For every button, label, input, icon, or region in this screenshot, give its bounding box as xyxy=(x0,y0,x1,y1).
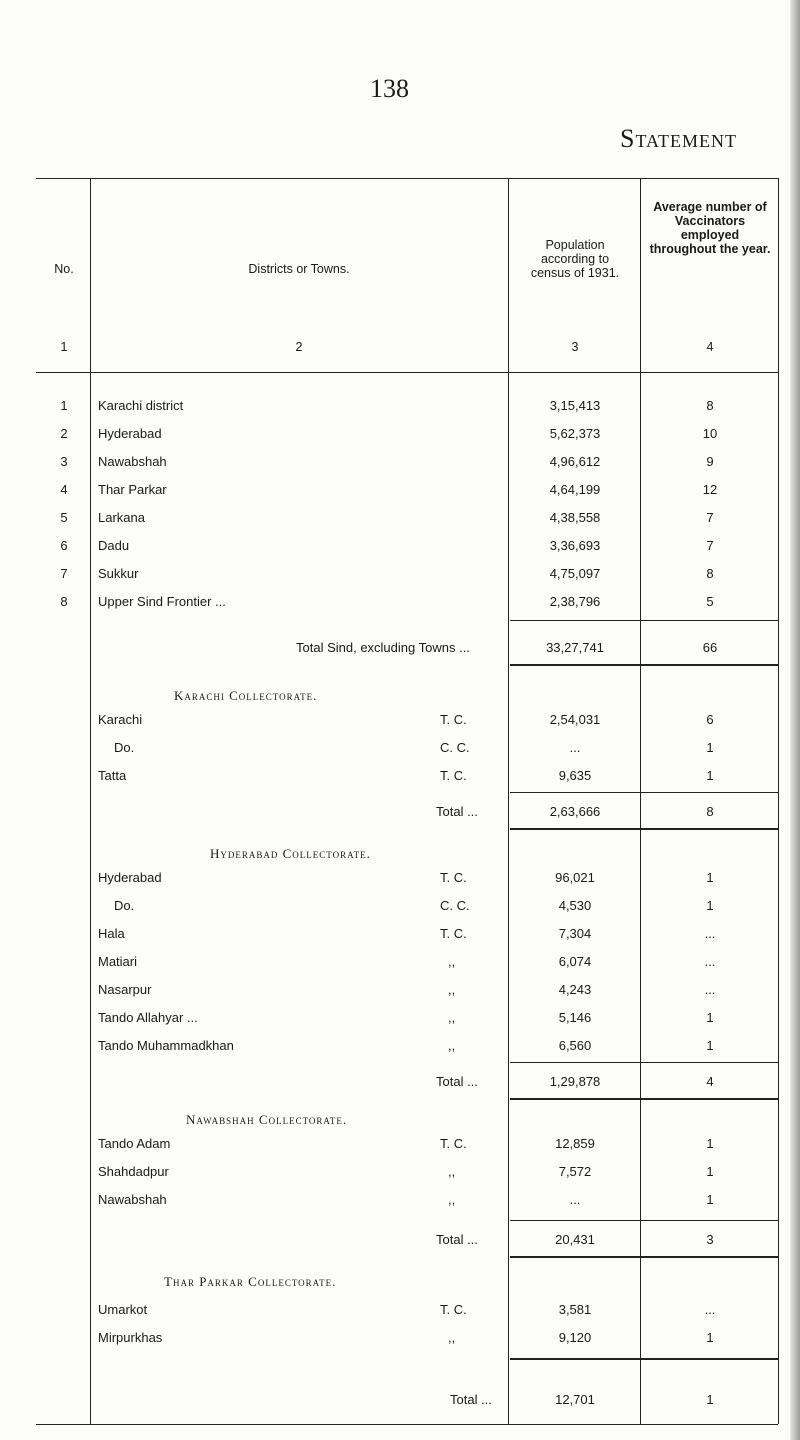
hyderabad-total-vaccinators: 4 xyxy=(706,1074,714,1089)
thar-parkar-total-vaccinators: 1 xyxy=(706,1392,714,1407)
thar-parkar-total-population: 12,701 xyxy=(555,1392,595,1407)
total-sind-label: Total Sind, excluding Towns ... xyxy=(296,640,470,655)
row-name: Shahdadpur xyxy=(98,1164,169,1179)
row-name: Nawabshah xyxy=(98,1192,167,1207)
header-index-3: 3 xyxy=(571,340,579,354)
row-vaccinators: 1 xyxy=(706,1136,714,1151)
header-population: Population according to census of 1931. xyxy=(530,238,620,280)
row-population: ... xyxy=(569,1192,581,1207)
hyderabad-total-rule-top xyxy=(510,1062,778,1063)
row-type: ,, xyxy=(448,1164,456,1179)
nawabshah-total-rule-bottom xyxy=(510,1256,778,1258)
row-no: 4 xyxy=(60,482,68,497)
row-vaccinators: 1 xyxy=(706,740,714,755)
row-no: 5 xyxy=(60,510,68,525)
karachi-total-label: Total ... xyxy=(436,804,478,819)
row-name: Hala xyxy=(98,926,125,941)
row-population: 7,304 xyxy=(558,926,592,941)
row-type: C. C. xyxy=(440,740,470,755)
row-population: ... xyxy=(569,740,581,755)
row-type: ,, xyxy=(448,1038,456,1053)
header-vaccinators: Average number of Vaccinators employed throughout the year. xyxy=(649,200,771,256)
row-vaccinators: ... xyxy=(704,954,716,969)
row-vaccinators: 7 xyxy=(706,510,714,525)
row-name: Matiari xyxy=(98,954,138,969)
row-vaccinators: 1 xyxy=(706,898,714,913)
row-type: T. C. xyxy=(440,768,467,783)
row-population: 9,120 xyxy=(558,1330,592,1345)
row-type: ,, xyxy=(448,1330,456,1345)
row-type: ,, xyxy=(448,982,456,997)
section-title-karachi: Karachi Collectorate. xyxy=(174,688,318,703)
row-no: 8 xyxy=(60,594,68,609)
section-title-thar-parkar: Thar Parkar Collectorate. xyxy=(164,1274,337,1289)
karachi-total-vaccinators: 8 xyxy=(706,804,714,819)
row-type: T. C. xyxy=(440,1302,467,1317)
row-name: Dadu xyxy=(98,538,130,553)
row-population: 9,635 xyxy=(558,768,592,783)
row-name: Mirpurkhas xyxy=(98,1330,163,1345)
row-type: T. C. xyxy=(440,712,467,727)
row-population: 2,38,796 xyxy=(549,594,601,609)
row-population: 4,530 xyxy=(558,898,592,913)
hyderabad-total-population: 1,29,878 xyxy=(549,1074,601,1089)
row-vaccinators: 1 xyxy=(706,1330,714,1345)
row-vaccinators: ... xyxy=(704,982,716,997)
row-population: 5,146 xyxy=(558,1010,592,1025)
table-bottom-rule xyxy=(36,1424,778,1425)
karachi-total-rule-bottom xyxy=(510,828,778,830)
page-edge-shadow xyxy=(790,0,800,1440)
nawabshah-total-label: Total ... xyxy=(436,1232,478,1247)
header-bottom-rule xyxy=(36,372,778,373)
nawabshah-total-rule-top xyxy=(510,1220,778,1221)
row-vaccinators: 1 xyxy=(706,768,714,783)
header-index-2: 2 xyxy=(295,340,303,354)
row-population: 3,15,413 xyxy=(549,398,601,413)
row-population: 2,54,031 xyxy=(549,712,601,727)
table-right-rule xyxy=(778,178,779,1424)
row-name: Tatta xyxy=(98,768,127,783)
karachi-total-rule-top xyxy=(510,792,778,793)
row-name: Umarkot xyxy=(98,1302,148,1317)
row-vaccinators: 1 xyxy=(706,1038,714,1053)
row-name: Sukkur xyxy=(98,566,139,581)
total-rule-top xyxy=(510,620,778,621)
col-divider-3 xyxy=(640,178,641,1424)
row-population: 3,36,693 xyxy=(549,538,601,553)
section-title-hyderabad: Hyderabad Collectorate. xyxy=(210,846,371,861)
row-population: 4,64,199 xyxy=(549,482,601,497)
row-vaccinators: 8 xyxy=(706,398,714,413)
row-type: T. C. xyxy=(440,926,467,941)
row-no: 1 xyxy=(60,398,68,413)
row-name: Upper Sind Frontier ... xyxy=(98,594,226,609)
row-name: Tando Muhammadkhan xyxy=(98,1038,234,1053)
row-vaccinators: 1 xyxy=(706,1010,714,1025)
row-name: Hyderabad xyxy=(98,870,162,885)
row-name: Karachi xyxy=(98,712,143,727)
header-index-1: 1 xyxy=(60,340,68,354)
row-no: 2 xyxy=(60,426,68,441)
row-name: Thar Parkar xyxy=(98,482,167,497)
row-vaccinators: 10 xyxy=(702,426,718,441)
row-population: 6,560 xyxy=(558,1038,592,1053)
table-top-rule xyxy=(36,178,778,179)
row-no: 3 xyxy=(60,454,68,469)
row-name: Nawabshah xyxy=(98,454,167,469)
row-vaccinators: ... xyxy=(704,1302,716,1317)
row-population: 4,38,558 xyxy=(549,510,601,525)
row-name: Do. xyxy=(114,740,135,755)
row-no: 6 xyxy=(60,538,68,553)
row-population: 3,581 xyxy=(558,1302,592,1317)
section-title-nawabshah: Nawabshah Collectorate. xyxy=(186,1112,348,1127)
row-vaccinators: ... xyxy=(704,926,716,941)
row-vaccinators: 1 xyxy=(706,1192,714,1207)
page-number: 138 xyxy=(370,74,409,103)
total-rule-bottom xyxy=(510,664,778,666)
row-population: 4,75,097 xyxy=(549,566,601,581)
row-vaccinators: 1 xyxy=(706,1164,714,1179)
row-no: 7 xyxy=(60,566,68,581)
row-population: 4,243 xyxy=(558,982,592,997)
row-name: Do. xyxy=(114,898,135,913)
row-type: ,, xyxy=(448,954,456,969)
row-name: Tando Allahyar ... xyxy=(98,1010,198,1025)
total-sind-population: 33,27,741 xyxy=(546,640,604,655)
row-vaccinators: 7 xyxy=(706,538,714,553)
row-name: Nasarpur xyxy=(98,982,152,997)
row-vaccinators: 5 xyxy=(706,594,714,609)
row-vaccinators: 6 xyxy=(706,712,714,727)
row-vaccinators: 1 xyxy=(706,870,714,885)
row-name: Hyderabad xyxy=(98,426,162,441)
row-type: T. C. xyxy=(440,870,467,885)
row-name: Larkana xyxy=(98,510,145,525)
row-vaccinators: 8 xyxy=(706,566,714,581)
hyderabad-total-rule-bottom xyxy=(510,1098,778,1100)
header-districts: Districts or Towns. xyxy=(248,262,350,276)
row-population: 7,572 xyxy=(558,1164,592,1179)
row-population: 96,021 xyxy=(555,870,595,885)
hyderabad-total-label: Total ... xyxy=(436,1074,478,1089)
karachi-total-population: 2,63,666 xyxy=(549,804,601,819)
header-no: No. xyxy=(54,262,74,276)
col-divider-1 xyxy=(90,178,91,1424)
row-type: ,, xyxy=(448,1010,456,1025)
row-population: 6,074 xyxy=(558,954,592,969)
row-population: 12,859 xyxy=(555,1136,595,1151)
row-vaccinators: 12 xyxy=(702,482,718,497)
col-divider-2 xyxy=(508,178,509,1424)
row-name: Tando Adam xyxy=(98,1136,171,1151)
row-type: T. C. xyxy=(440,1136,467,1151)
statement-heading: Statement xyxy=(620,124,738,153)
row-population: 4,96,612 xyxy=(549,454,601,469)
total-sind-vaccinators: 66 xyxy=(702,640,718,655)
thar-parkar-total-label: Total ... xyxy=(450,1392,492,1407)
row-population: 5,62,373 xyxy=(549,426,601,441)
header-index-4: 4 xyxy=(706,340,714,354)
row-vaccinators: 9 xyxy=(706,454,714,469)
row-type: ,, xyxy=(448,1192,456,1207)
row-type: C. C. xyxy=(440,898,470,913)
row-name: Karachi district xyxy=(98,398,184,413)
thar-parkar-total-rule-top xyxy=(510,1358,778,1360)
nawabshah-total-population: 20,431 xyxy=(555,1232,595,1247)
nawabshah-total-vaccinators: 3 xyxy=(706,1232,714,1247)
